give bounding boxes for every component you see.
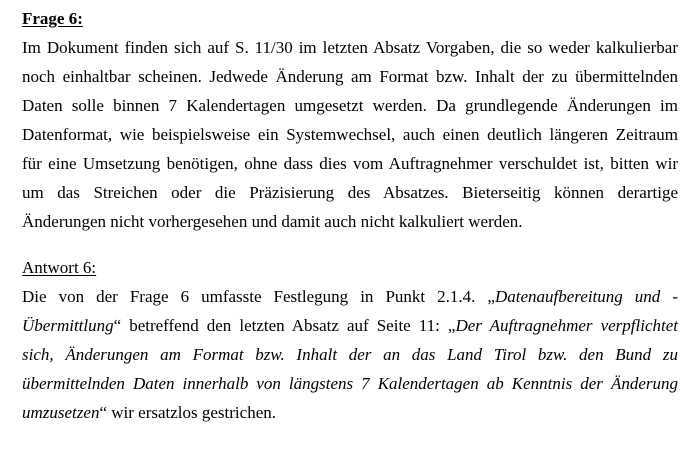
answer-line	[22, 282, 678, 311]
answer-italic-text: Der Auftragnehmer verpflichtet	[455, 316, 678, 335]
question-line: um das Streichen oder die Präzisierung des Absatzes. Bieterseitig können derartige	[22, 183, 678, 202]
answer-italic-text: übermittelnden Daten innerhalb von längstens 7 Kalendertagen ab Kenntnis der Änderung	[22, 374, 678, 393]
answer-line	[22, 340, 678, 369]
question-line: Datenformat, wie beispielsweise ein Systemwechsel, auch einen deutlich längeren Zeitraum	[22, 125, 678, 144]
answer-italic-text: sich, Änderungen am Format bzw. Inhalt der an das Land Tirol bzw. den Bund zu	[22, 345, 678, 364]
document-page	[22, 8, 678, 427]
question-line: Daten solle binnen 7 Kalendertagen umgesetzt werden. Da grundlegende Änderungen im	[22, 96, 678, 115]
question-line: Änderungen nicht vorhergesehen und damit auch nicht kalkuliert werden.	[22, 212, 523, 231]
answer-line	[22, 369, 678, 398]
answer-italic-text: Übermittlung	[22, 316, 114, 335]
answer-text: “ betreffend den letzten Absatz auf Seite 11: „	[113, 316, 456, 335]
question-paragraph	[22, 33, 678, 236]
question-line: Im Dokument finden sich auf S. 11/30 im letzten Absatz Vorgaben, die so weder kalkulierbar	[22, 38, 678, 57]
answer-text: “ wir ersatzlos gestrichen.	[99, 403, 276, 422]
question-line: für eine Umsetzung benötigen, ohne dass dies vom Auftragnehmer verschuldet ist, bitten wir	[22, 154, 678, 173]
question-line: noch einhaltbar scheinen. Jedwede Änderung am Format bzw. Inhalt der zu übermittelnden	[22, 67, 678, 86]
answer-italic-text: umzusetzen	[22, 403, 100, 422]
answer-paragraph	[22, 282, 678, 427]
question-heading: Frage 6:	[22, 9, 83, 28]
answer-line	[22, 398, 678, 427]
answer-italic-text: Datenaufbereitung und -	[494, 287, 678, 306]
answer-text: Die von der Frage 6 umfasste Festlegung in Punkt 2.1.4. „	[22, 287, 495, 306]
answer-heading: Antwort 6:	[22, 258, 97, 277]
answer-line	[22, 311, 678, 340]
